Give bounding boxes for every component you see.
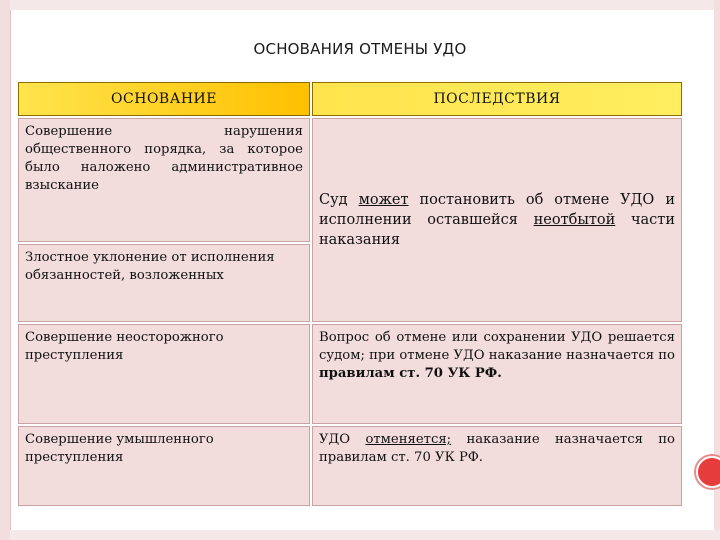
frame-left-border	[0, 0, 11, 540]
consequence-text-part: наказание назначается по правилам ст. 70 УК РФ.	[319, 432, 675, 465]
header-consequences: ПОСЛЕДСТВИЯ	[312, 82, 682, 116]
slide-title: ОСНОВАНИЯ ОТМЕНЫ УДО	[253, 40, 467, 58]
row-3-ground: Совершение неосторожного преступления	[18, 324, 310, 424]
row-3-consequence	[312, 324, 682, 424]
row-4-consequence	[312, 426, 682, 506]
consequence-text-part: Суд	[319, 192, 359, 208]
row-4-ground: Совершение умышленного преступления	[18, 426, 310, 506]
frame-bottom-border	[10, 530, 720, 540]
rows-1-2-consequence-text	[319, 190, 675, 250]
grounds-table	[18, 82, 682, 506]
consequence-text-part: Вопрос об отмене или сохранении УДО решается судом; при отмене УДО наказание назначается по	[319, 330, 675, 363]
rows-1-2-consequence	[312, 118, 682, 322]
consequence-underlined-revoked: отменяется;	[365, 432, 452, 447]
consequence-text-part: постановить об отмене УДО и исполнении оставшейся	[319, 192, 675, 228]
frame-top-border	[10, 0, 720, 10]
consequence-text-part: части наказания	[319, 212, 675, 248]
consequence-underlined-unserved: неотбытой	[533, 212, 616, 228]
slide-accent-dot	[696, 456, 720, 488]
row-2-ground: Злостное уклонение от исполнения обязанностей, возложенных	[18, 244, 310, 322]
row-1-ground: Совершение нарушения общественного порядка, за которое было наложено административное взыскание	[18, 118, 310, 242]
consequence-bold-article: правилам ст. 70 УК РФ.	[319, 366, 502, 381]
header-grounds: ОСНОВАНИЕ	[18, 82, 310, 116]
consequence-underlined-may: может	[358, 192, 409, 208]
consequence-text-part: УДО	[319, 432, 366, 447]
